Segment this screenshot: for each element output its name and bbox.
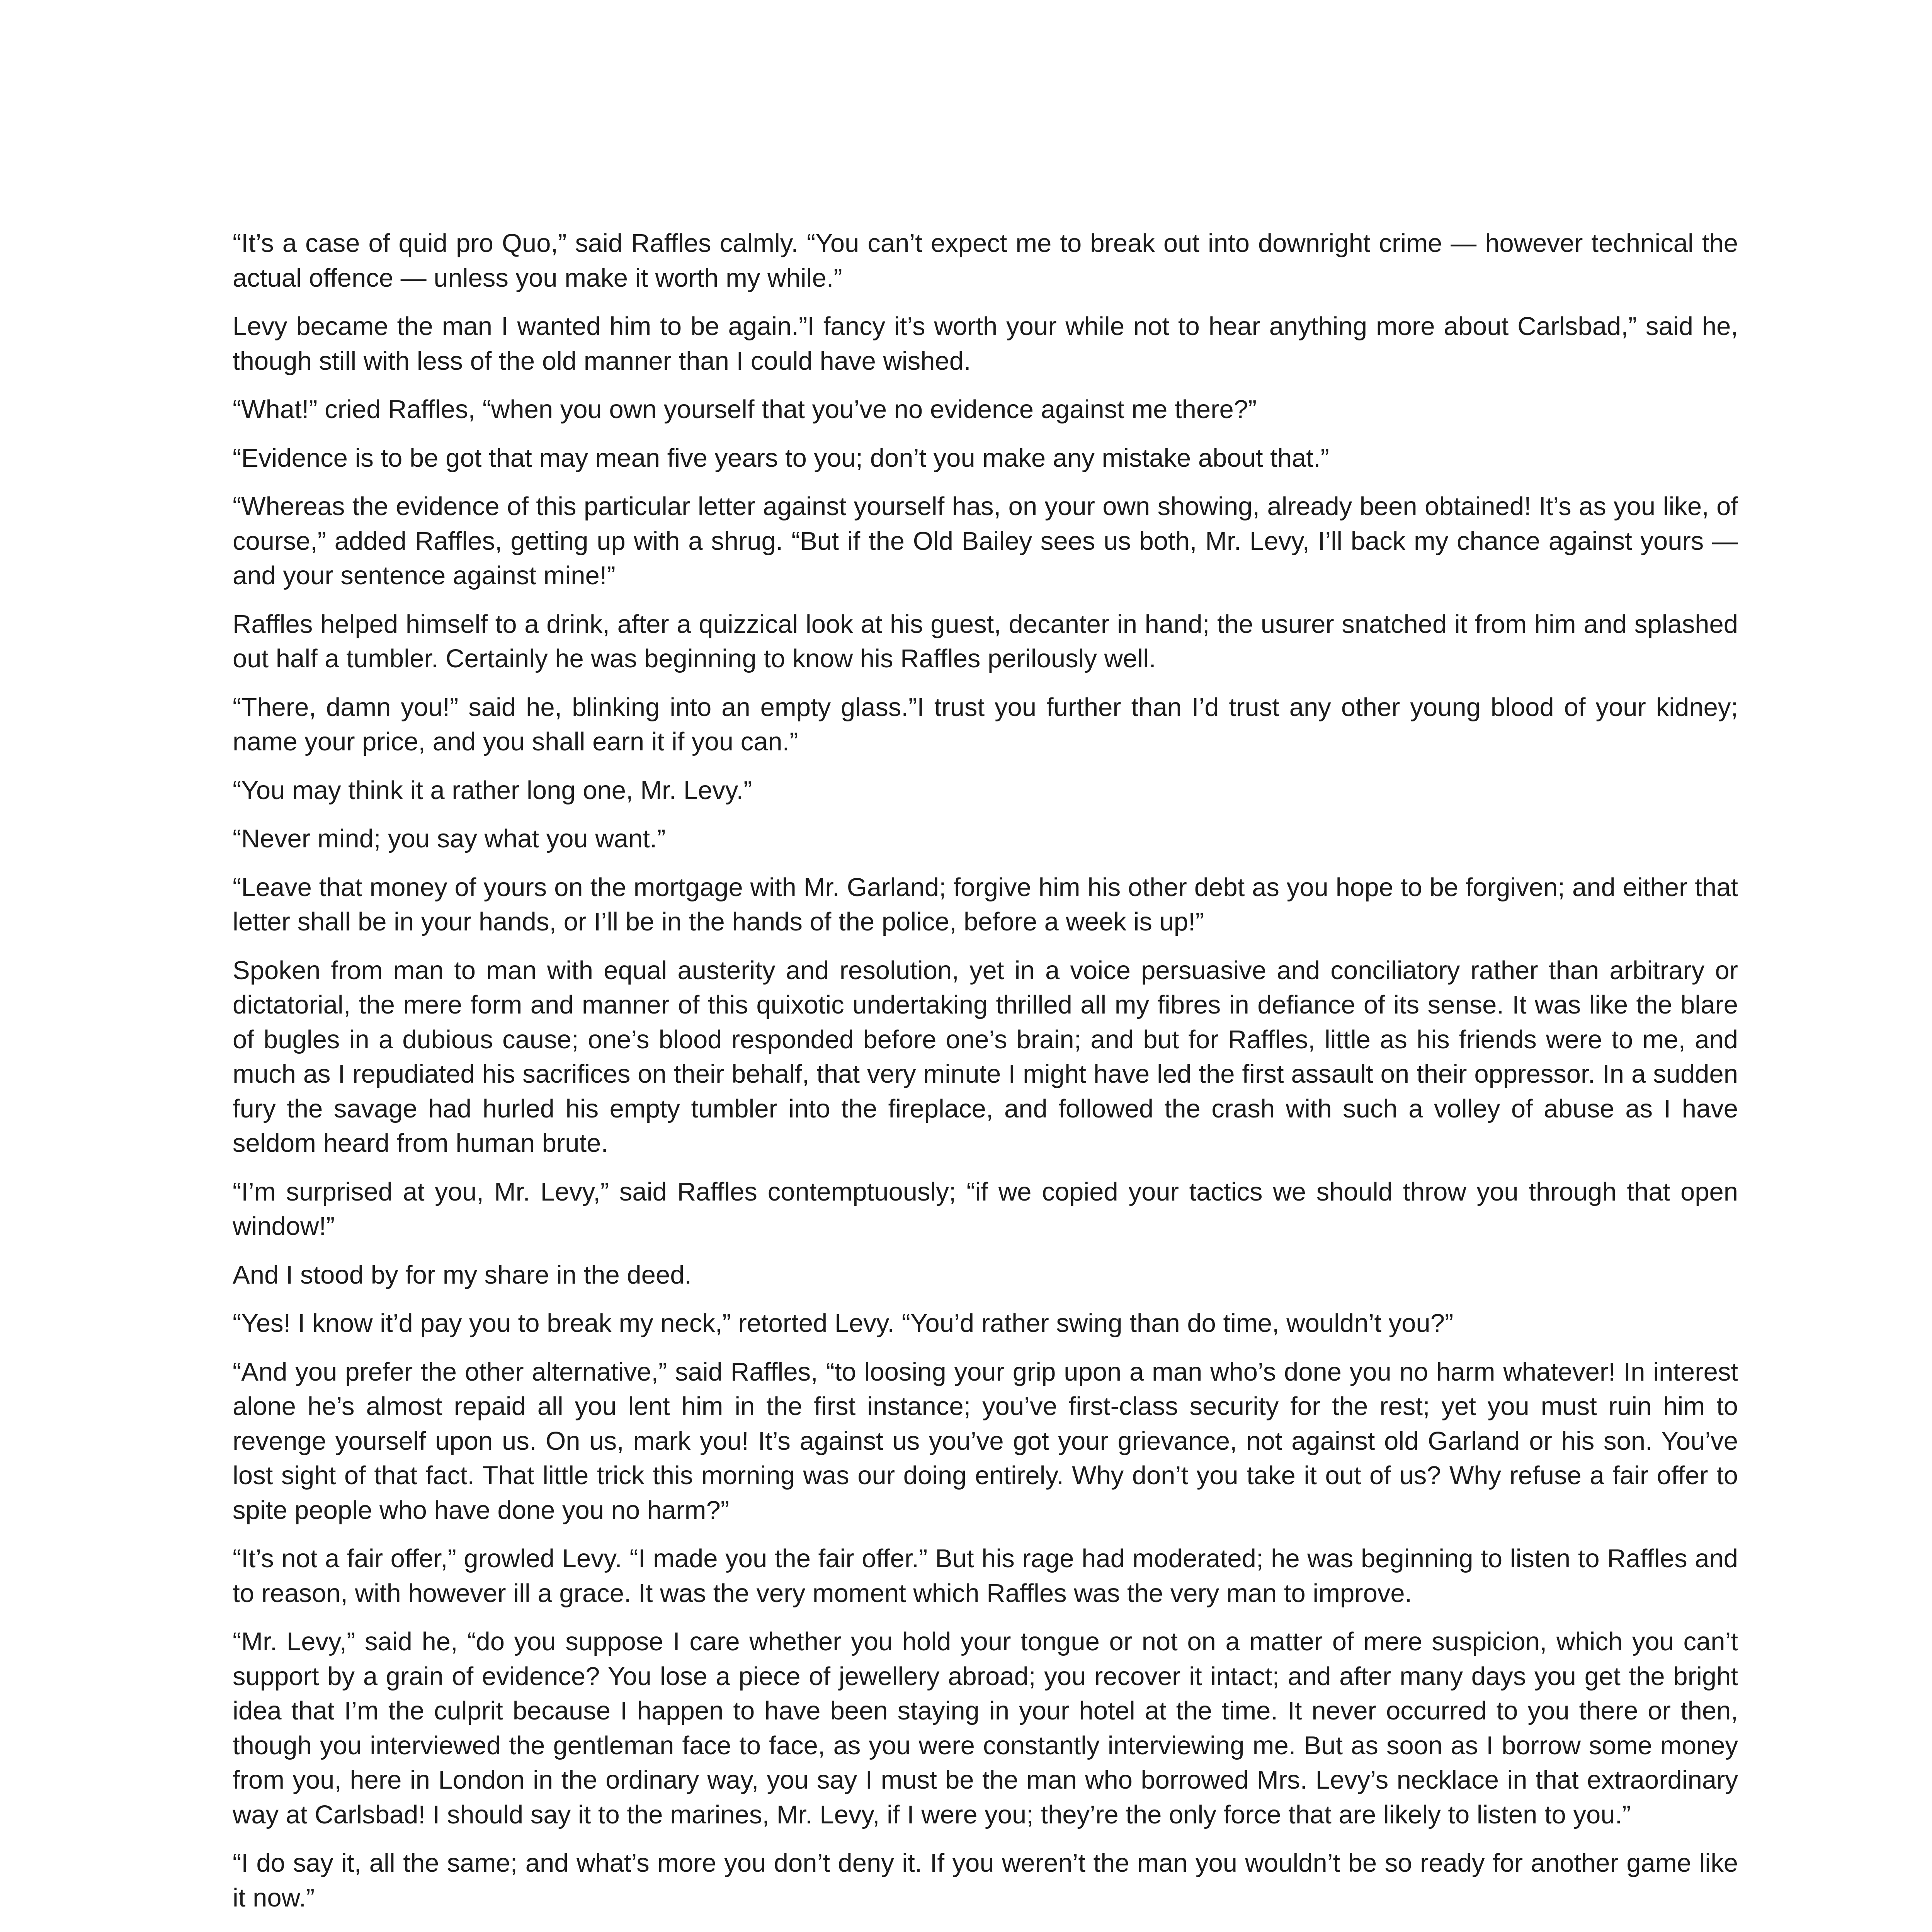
paragraph: “Yes! I know it’d pay you to break my neck,” retorted Levy. “You’d rather swing than do time, wouldn’t you?” [233, 1309, 1454, 1338]
paragraph: “I’m surprised at you, Mr. Levy,” said Raffles contemptuously; “if we copied your tactics we should throw you through that open window!” [233, 1177, 1738, 1241]
paragraph: Levy became the man I wanted him to be again.”I fancy it’s worth your while not to hear anything more about Carlsbad,” said he, though still with less of the old manner than I could have wished. [233, 312, 1738, 376]
paragraph: “Whereas the evidence of this particular letter against yourself has, on your own showing, already been obtained! It’s as you like, of course,” added Raffles, getting up with a shrug. “But if the Old Bailey sees us both, Mr. Levy, I’ll back my chance against yours — and your sentence against mine!” [233, 492, 1738, 590]
paragraph: And I stood by for my share in the deed. [233, 1260, 692, 1289]
paragraph: “It’s a case of quid pro Quo,” said Raffles calmly. “You can’t expect me to break out into downright crime — however technical the actual offence — unless you make it worth my while.” [233, 229, 1738, 293]
paragraph: “Mr. Levy,” said he, “do you suppose I care whether you hold your tongue or not on a matter of mere suspicion, which you can’t support by a grain of evidence? You lose a piece of jewellery abroad; you recover it intact; and after many days you get the bright idea that I’m the culprit because I happen to have been staying in your hotel at the time. It never occurred to you there or then, though you interviewed the gentleman face to face, as you were constantly interviewing me. But as soon as I borrow some money from you, here in London in the ordinary way, you say I must be the man who borrowed Mrs. Levy’s necklace in that extraordinary way at Carlsbad! I should say it to the marines, Mr. Levy, if I were you; they’re the only force that are likely to listen to you.” [233, 1627, 1738, 1829]
paragraph: “It’s not a fair offer,” growled Levy. “I made you the fair offer.” But his rage had moderated; he was beginning to listen to Raffles and to reason, with however ill a grace. It was the very moment which Raffles was the very man to improve. [233, 1544, 1738, 1608]
paragraph: Spoken from man to man with equal austerity and resolution, yet in a voice persuasive and conciliatory rather than arbitrary or dictatorial, the mere form and manner of this quixotic undertaking thrilled all my fibres in defiance of its sense. It was like the blare of bugles in a dubious cause; one’s blood responded before one’s brain; and but for Raffles, little as his friends were to me, and much as I repudiated his sacrifices on their behalf, that very minute I might have led the first assault on their oppressor. In a sudden fury the savage had hurled his empty tumbler into the fireplace, and followed the crash with such a volley of abuse as I have seldom heard from human brute. [233, 956, 1738, 1158]
paragraph: “You may think it a rather long one, Mr. Levy.” [233, 776, 752, 805]
paragraph: Raffles helped himself to a drink, after a quizzical look at his guest, decanter in hand; the usurer snatched it from him and splashed out half a tumbler. Certainly he was beginning to know his Raffles perilously well. [233, 609, 1738, 673]
paragraph: “Evidence is to be got that may mean five years to you; don’t you make any mistake about that.” [233, 443, 1329, 473]
paragraph: “And you prefer the other alternative,” said Raffles, “to loosing your grip upon a man who’s done you no harm whatever! In interest alone he’s almost repaid all you lent him in the first instance; you’ve first-class security for the rest; yet you must ruin him to revenge yourself upon us. On us, mark you! It’s against us you’ve got your grievance, not against old Garland or his son. You’ve lost sight of that fact. That little trick this morning was our doing entirely. Why don’t you take it out of us? Why refuse a fair offer to spite people who have done you no harm?” [233, 1357, 1738, 1525]
body-text [233, 226, 1738, 1932]
paragraph [233, 1929, 1738, 1932]
paragraph: “What!” cried Raffles, “when you own yourself that you’ve no evidence against me there?” [233, 395, 1257, 424]
paragraph: “Never mind; you say what you want.” [233, 824, 666, 853]
paragraph: “Leave that money of yours on the mortgage with Mr. Garland; forgive him his other debt as you hope to be forgiven; and either that letter shall be in your hands, or I’ll be in the hands of the police, before a week is up!” [233, 872, 1738, 936]
paragraph: “There, damn you!” said he, blinking into an empty glass.”I trust you further than I’d trust any other young blood of your kidney; name your price, and you shall earn it if you can.” [233, 692, 1738, 756]
paragraph: “I do say it, all the same; and what’s more you don’t deny it. If you weren’t the man you wouldn’t be so ready for another game like it now.” [233, 1849, 1738, 1912]
